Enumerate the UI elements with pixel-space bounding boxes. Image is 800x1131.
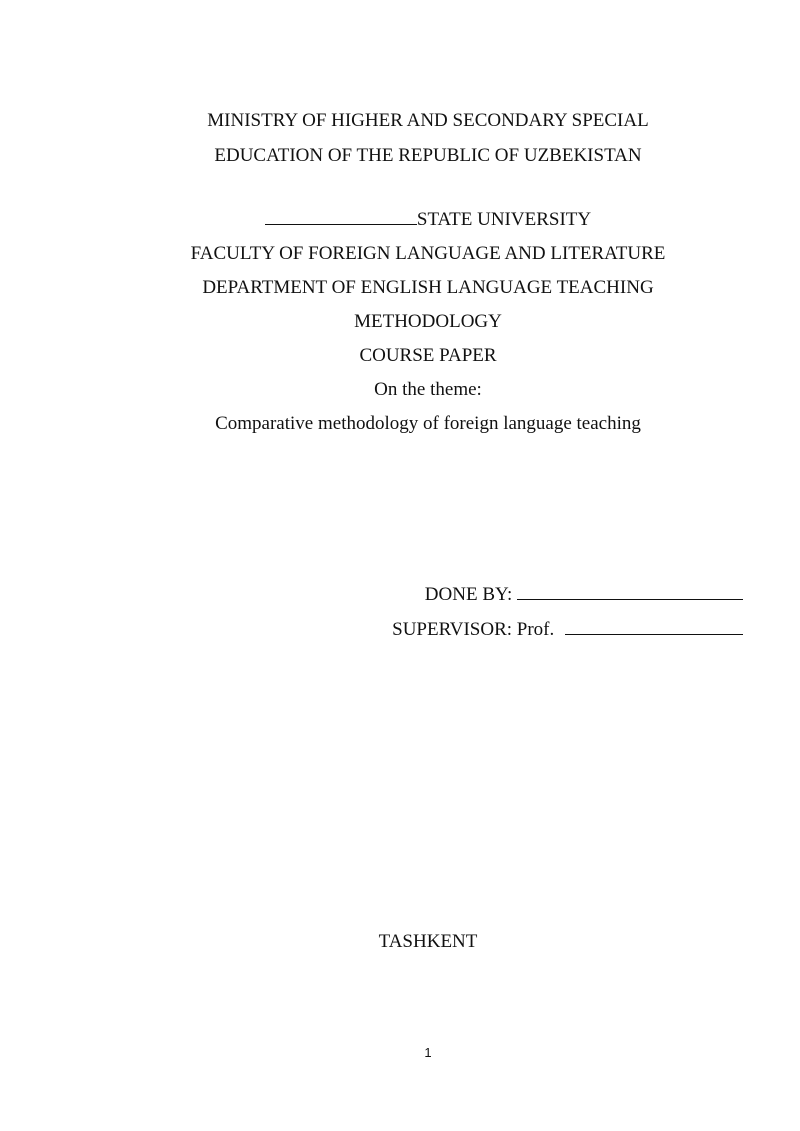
supervisor-blank — [565, 618, 743, 635]
university-name-blank — [265, 208, 417, 225]
paper-type: COURSE PAPER — [359, 345, 497, 366]
supervisor-label: SUPERVISOR: Prof. — [392, 619, 555, 640]
university-suffix: STATE UNIVERSITY — [416, 209, 592, 230]
ministry-line-2: EDUCATION OF THE REPUBLIC OF UZBEKISTAN — [214, 145, 642, 166]
done-by-blank — [517, 583, 743, 600]
supervisor-line — [392, 618, 743, 641]
theme-label: On the theme: — [374, 379, 482, 400]
page-number: 1 — [424, 1045, 432, 1060]
ministry-line-1: MINISTRY OF HIGHER AND SECONDARY SPECIAL — [207, 110, 649, 131]
faculty-line: FACULTY OF FOREIGN LANGUAGE AND LITERATURE — [190, 243, 666, 264]
city: TASHKENT — [378, 931, 478, 952]
department-line-1: DEPARTMENT OF ENGLISH LANGUAGE TEACHING — [202, 277, 654, 298]
done-by-label: DONE BY: — [424, 584, 513, 605]
theme-title: Comparative methodology of foreign language teaching — [215, 413, 641, 434]
university-line — [0, 208, 800, 231]
done-by-line — [425, 583, 743, 606]
department-line-2: METHODOLOGY — [354, 311, 502, 332]
